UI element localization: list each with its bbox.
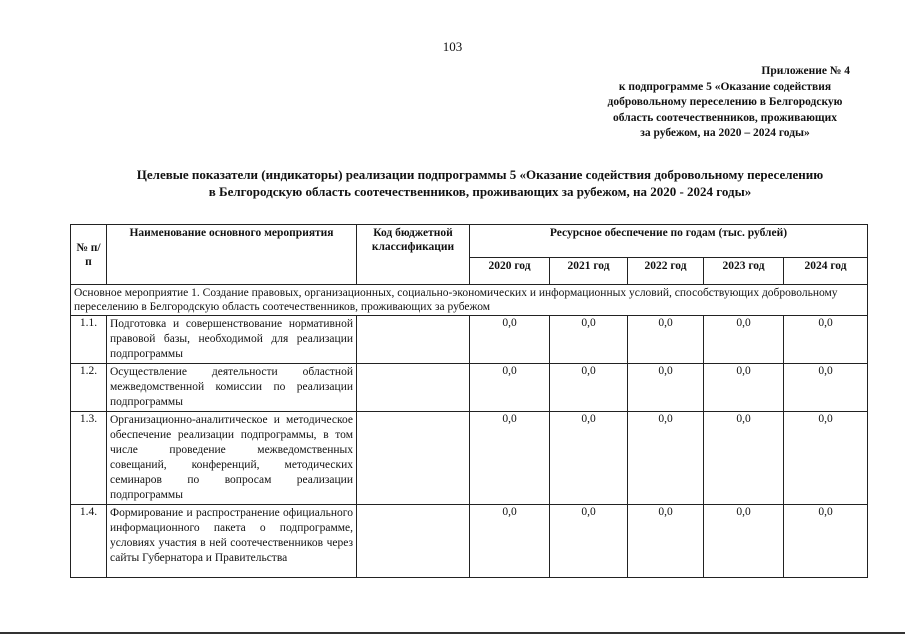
header-year: 2020 год (470, 258, 550, 285)
row-number: 1.4. (71, 505, 107, 578)
row-value-2023: 0,0 (704, 316, 784, 364)
appendix-line: Приложение № 4 (761, 65, 850, 77)
row-budget-code (357, 505, 470, 578)
row-number: 1.3. (71, 412, 107, 505)
row-value-2020: 0,0 (470, 412, 550, 505)
row-value-2021: 0,0 (550, 316, 628, 364)
header-year: 2022 год (628, 258, 704, 285)
header-year: 2021 год (550, 258, 628, 285)
table-row (71, 364, 868, 412)
header-year: 2023 год (704, 258, 784, 285)
row-number: 1.1. (71, 316, 107, 364)
row-value-2023: 0,0 (704, 412, 784, 505)
row-value-2024: 0,0 (784, 412, 868, 505)
appendix-line: область соотечественников, проживающих (613, 111, 837, 124)
row-activity-name: Осуществление деятельности областной межведомственной комиссии по реализации подпрограммы (107, 364, 357, 412)
row-value-2022: 0,0 (628, 505, 704, 578)
row-number: 1.2. (71, 364, 107, 412)
row-value-2022: 0,0 (628, 412, 704, 505)
table-row (71, 316, 868, 364)
table-row (71, 412, 868, 505)
row-value-2021: 0,0 (550, 412, 628, 505)
row-activity-name: Организационно-аналитическое и методическое обеспечение реализации подпрограммы, в том числе проведение межведомственных совещаний, конференций, методических семинаров по вопросам реализации подпрограммы (107, 412, 357, 505)
row-value-2022: 0,0 (628, 316, 704, 364)
header-number: № п/п (71, 225, 107, 285)
page-number: 103 (442, 39, 463, 54)
indicators-table (70, 224, 868, 578)
row-budget-code (357, 316, 470, 364)
row-value-2020: 0,0 (470, 364, 550, 412)
header-budget-code: Код бюджетной классификации (357, 225, 470, 285)
header-resources: Ресурсное обеспечение по годам (тыс. рублей) (470, 225, 868, 258)
appendix-line: добровольному переселению в Белгородскую (607, 96, 843, 108)
document-title (80, 166, 880, 200)
section-row (71, 285, 868, 316)
row-activity-name: Формирование и распространение официального информационного пакета о подпрограмме, условиях участия в ней соотечественников через сайты Губернатора и Правительства (107, 505, 357, 578)
title-line: в Белгородскую область соотечественников, проживающих за рубежом, на 2020 - 2024 годы» (208, 184, 752, 199)
row-value-2020: 0,0 (470, 316, 550, 364)
row-value-2024: 0,0 (784, 505, 868, 578)
header-year: 2024 год (784, 258, 868, 285)
row-value-2021: 0,0 (550, 505, 628, 578)
appendix-header (560, 64, 890, 142)
title-line: Целевые показатели (индикаторы) реализации подпрограммы 5 «Оказание содействия добровольному переселению (136, 167, 824, 182)
table-row (71, 505, 868, 578)
section-title: Основное мероприятие 1. Создание правовых, организационных, социально-экономических и информационных условий, способствующих добровольному переселению в Белгородскую область соотечественников, проживающих за рубежом (71, 285, 868, 316)
row-budget-code (357, 412, 470, 505)
row-value-2024: 0,0 (784, 364, 868, 412)
row-value-2021: 0,0 (550, 364, 628, 412)
row-value-2022: 0,0 (628, 364, 704, 412)
row-value-2024: 0,0 (784, 316, 868, 364)
table-header-row (71, 225, 868, 258)
appendix-line: за рубежом, на 2020 – 2024 годы» (640, 127, 810, 139)
row-activity-name: Подготовка и совершенствование нормативной правовой базы, необходимой для реализации подпрограммы (107, 316, 357, 364)
header-activity-name: Наименование основного мероприятия (107, 225, 357, 285)
page-edge-line (0, 632, 905, 634)
row-value-2020: 0,0 (470, 505, 550, 578)
appendix-line: к подпрограмме 5 «Оказание содействия (618, 80, 832, 93)
row-value-2023: 0,0 (704, 364, 784, 412)
row-budget-code (357, 364, 470, 412)
row-value-2023: 0,0 (704, 505, 784, 578)
